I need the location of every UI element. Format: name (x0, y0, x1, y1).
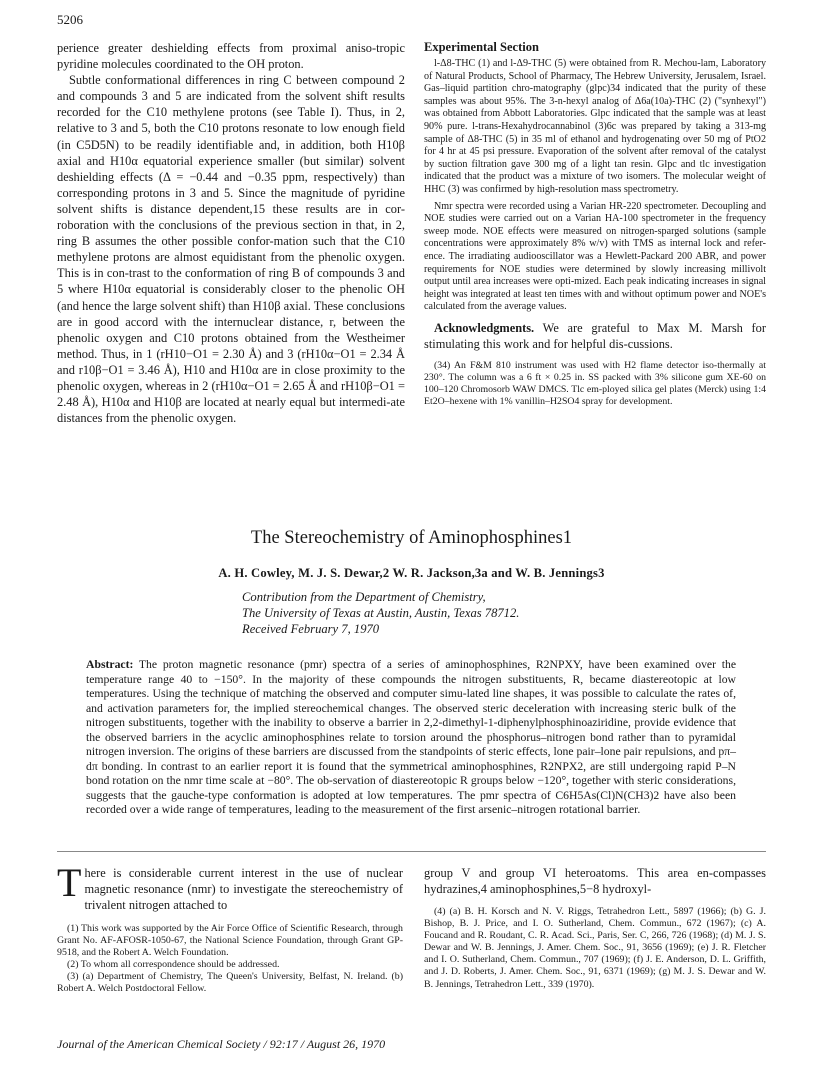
drop-cap: T (57, 860, 82, 905)
acknowledgments-heading: Acknowledgments. (434, 320, 535, 335)
footnote: (2) To whom all correspondence should be addressed. (67, 959, 280, 971)
affiliation (242, 589, 519, 637)
article-title: The Stereochemistry of Aminophosphines1 (250, 528, 573, 548)
introduction-right: group V and group VI heteroatoms. This area en-compasses hydrazines,4 aminophosphines,5−8 hydroxyl- (424, 866, 766, 896)
introduction-left (57, 860, 403, 913)
introduction-text: here is considerable current interest in the use of nuclear magnetic resonance (nmr) to investigate the stereochemistry of trivalent nitrogen attached to (84, 866, 403, 912)
experimental-paragraph: l-Δ8-THC (1) and l-Δ9-THC (5) were obtained from R. Mechou-lam, Laboratory of Natural Products, School of Pharmacy, The Hebrew University, Jerusalem, Israel. Gas–liquid partition chro-matography (glpc)34 indicated that the purity of these samples was about 95%. The 3-n-hexyl analog of Δ6a(10a)-THC (2) ("synhexyl") was obtained from Abbott Laboratories. Glpc indicated that the sample was at least 90% pure. l-trans-Hexahydrocannabinol (3)6c was prepared by taking a 313-mg sample of Δ8-THC (5) in 35 ml of ethanol and hydrogenating over 50 mg of PtO2 for 4 hr at 45 psi pressure. Evaporation of the solvent after removal of the catalyst by suction filtration gave 300 mg of a light tan resin. Glpc and tlc investigation indicated that the product was a mixture of two isomers. The molecular weight of HHC (3) was confirmed by high-resolution mass spectrometry. (424, 58, 766, 195)
experimental-paragraph: Nmr spectra were recorded using a Varian HR-220 spectrometer. Decoupling and NOE studies were carried out on a Varian HA-100 spectrometer in the frequency sweep mode. NOE effects were measured on nitrogen-sparged solutions (sample concentrations were approximately 8% w/v) with TMS as internal lock and refer-ence. The irradiating audiooscillator was a Hewlett-Packard 200 ABR, and power requirements for NOE studies were determined by slowly increasing millivolt output until area increases were opti-mized. Each peak indicating increases in signal height was integrated at least ten times with and without optimum power and NOE's calculated from the average values. (424, 200, 766, 313)
page-number: 5206 (57, 12, 83, 27)
running-footer: Journal of the American Chemical Society / 92:17 / August 26, 1970 (57, 1037, 386, 1051)
section-divider (57, 851, 766, 852)
previous-article-right-column (424, 40, 766, 409)
footnote: (1) This work was supported by the Air Force Office of Scientific Research, through Grant No. AF-AFOSR-1050-67, the National Science Foundation, through Grant GP-9518, and the Robert A. Welch Foundation. (57, 923, 403, 959)
abstract-text: The proton magnetic resonance (pmr) spectra of a series of aminophosphines, R2NPXY, have been examined over the temperature range 40 to −150°. In the majority of these compounds the nitrogen substituents, R, became diastereotopic at low temperatures. Using the technique of matching the observed and computer simu-lated line shapes, it was possible to calculate the rates of, and activation parameters for, the implied stereochemical changes. The observed steric deceleration with increasing steric bulk of the nitrogen substituents, together with the inability to observe a barrier in 2,2-dimethyl-1-diphenylphosphinoaziridine, provide evidence that the observed barriers in the acyclic aminophosphines relate to torsion around the phosphorus–nitrogen bond rather than to pyramidal nitrogen inversion. The origins of these barriers are discussed from the standpoints of steric effects, lone pair–lone pair repulsions, and pπ–dπ bonding. In contrast to an earlier report it is found that the symmetrical aminophosphines, R2NPX2, are still undergoing rapid P–N bond rotation on the nmr time scale at −80°. The ob-servation of diastereotopic R groups below −120°, together with steric considerations, suggests that the gauche-type conformation is adopted at low temperatures. The pmr spectra of C6H5As(Cl)N(CH3)2 have also been recorded over a wide range of temperatures, leading to the measurement of the first arsenic–nitrogen rotational barrier. (86, 658, 737, 816)
footnotes-left (57, 923, 403, 996)
footnotes-right (424, 906, 766, 991)
received-date: Received February 7, 1970 (242, 622, 380, 636)
acknowledgments (424, 320, 766, 352)
abstract-label: Abstract: (86, 658, 134, 671)
acknowledgments-text: We are grateful to Max M. Marsh for stimulating this work and for helpful dis-cussions. (424, 320, 766, 351)
body-paragraph: perience greater deshielding effects from proximal aniso-tropic pyridine molecules coordinated to the OH proton. (57, 41, 405, 72)
abstract (86, 658, 736, 818)
affiliation-line: Contribution from the Department of Chemistry, (242, 590, 486, 604)
affiliation-line: The University of Texas at Austin, Austin, Texas 78712. (242, 606, 520, 620)
experimental-section-heading: Experimental Section (424, 40, 539, 54)
footnote: (4) (a) B. H. Korsch and N. V. Riggs, Tetrahedron Lett., 5897 (1966); (b) G. J. Bishop, B. J. Price, and I. O. Sutherland, Chem. Commun., 672 (1967); (c) A. Foucand and R. Roudant, C. R. Acad. Sci., Paris, Ser. C, 266, 726 (1968); (d) M. J. S. Dewar and W. B. Jennings, J. Amer. Chem. Soc., 91, 3656 (1969); (e) J. R. Fletcher and I. O. Sutherland, Chem. Commun., 707 (1969); (f) J. E. Anderson, D. L. Griffith, and J. D. Roberts, J. Amer. Chem. Soc., 91, 6371 (1969); (g) M. J. S. Dewar and W. B. Jennings, Tetrahedron Lett., 339 (1970). (424, 906, 766, 990)
body-paragraph: Subtle conformational differences in ring C between compound 2 and compounds 3 and 5 are indicated from the solvent shift results recorded for the C10 methylene protons (see Table I). Thus, in 2, relative to 3 and 5, both the C10 protons resonate to low enough field (in C5D5N) to be readily identifiable and, in addition, both H10β axial and H10α equatorial experience smaller (but similar) solvent deshielding effects (Δ = −0.44 and −0.35 ppm, respectively) than corresponding protons in 3 and 5. Since the magnitude of pyridine solvent shifts is distance dependent,15 these results are in cor-roboration with the conclusions of the previous section in that, in 2, ring B assumes the other possible confor-mation such that the C10 methylene protons are almost equidistant from the phenolic oxygen. This is in con-trast to the conformation of ring B of compounds 3 and 5 where H10α equatorial is considerably closer to the phenolic OH (and hence the large solvent shift) than H10β axial. These conclusions are in good accord with the internuclear distance, r, between the phenolic oxygen and C10 protons obtained from the Westheimer method. Thus, in 1 (rH10−O1 = 2.30 Å) and 3 (rH10α−O1 = 2.34 Å and r10β−O1 = 3.46 Å), H10 and H10α are in close proximity to the phenolic oxygen, whereas in 2 (rH10α−O1 = 2.65 Å and rH10β−O1 = 2.48 Å), H10α and H10β are located at nearly equal but intermedi-ate distances from the phenolic oxygen. (57, 73, 405, 426)
footnote-34: (34) An F&M 810 instrument was used with H2 flame detector iso-thermally at 230°. The column was a 6 ft × 0.25 in. SS packed with 3% silicone gum XE-60 on 100–120 Chromosorb WAW DMCS. Tlc em-ployed silica gel plates (Merck) using 1:4 Et2O–hexene with 1% vanillin–H2SO4 spray for development. (424, 359, 766, 408)
footnote: (3) (a) Department of Chemistry, The Queen's University, Belfast, N. Ireland. (b) Robert A. Welch Postdoctoral Fellow. (57, 971, 403, 995)
previous-article-left-column (57, 40, 405, 426)
article-authors: A. H. Cowley, M. J. S. Dewar,2 W. R. Jackson,3a and W. B. Jennings3 (218, 566, 605, 580)
